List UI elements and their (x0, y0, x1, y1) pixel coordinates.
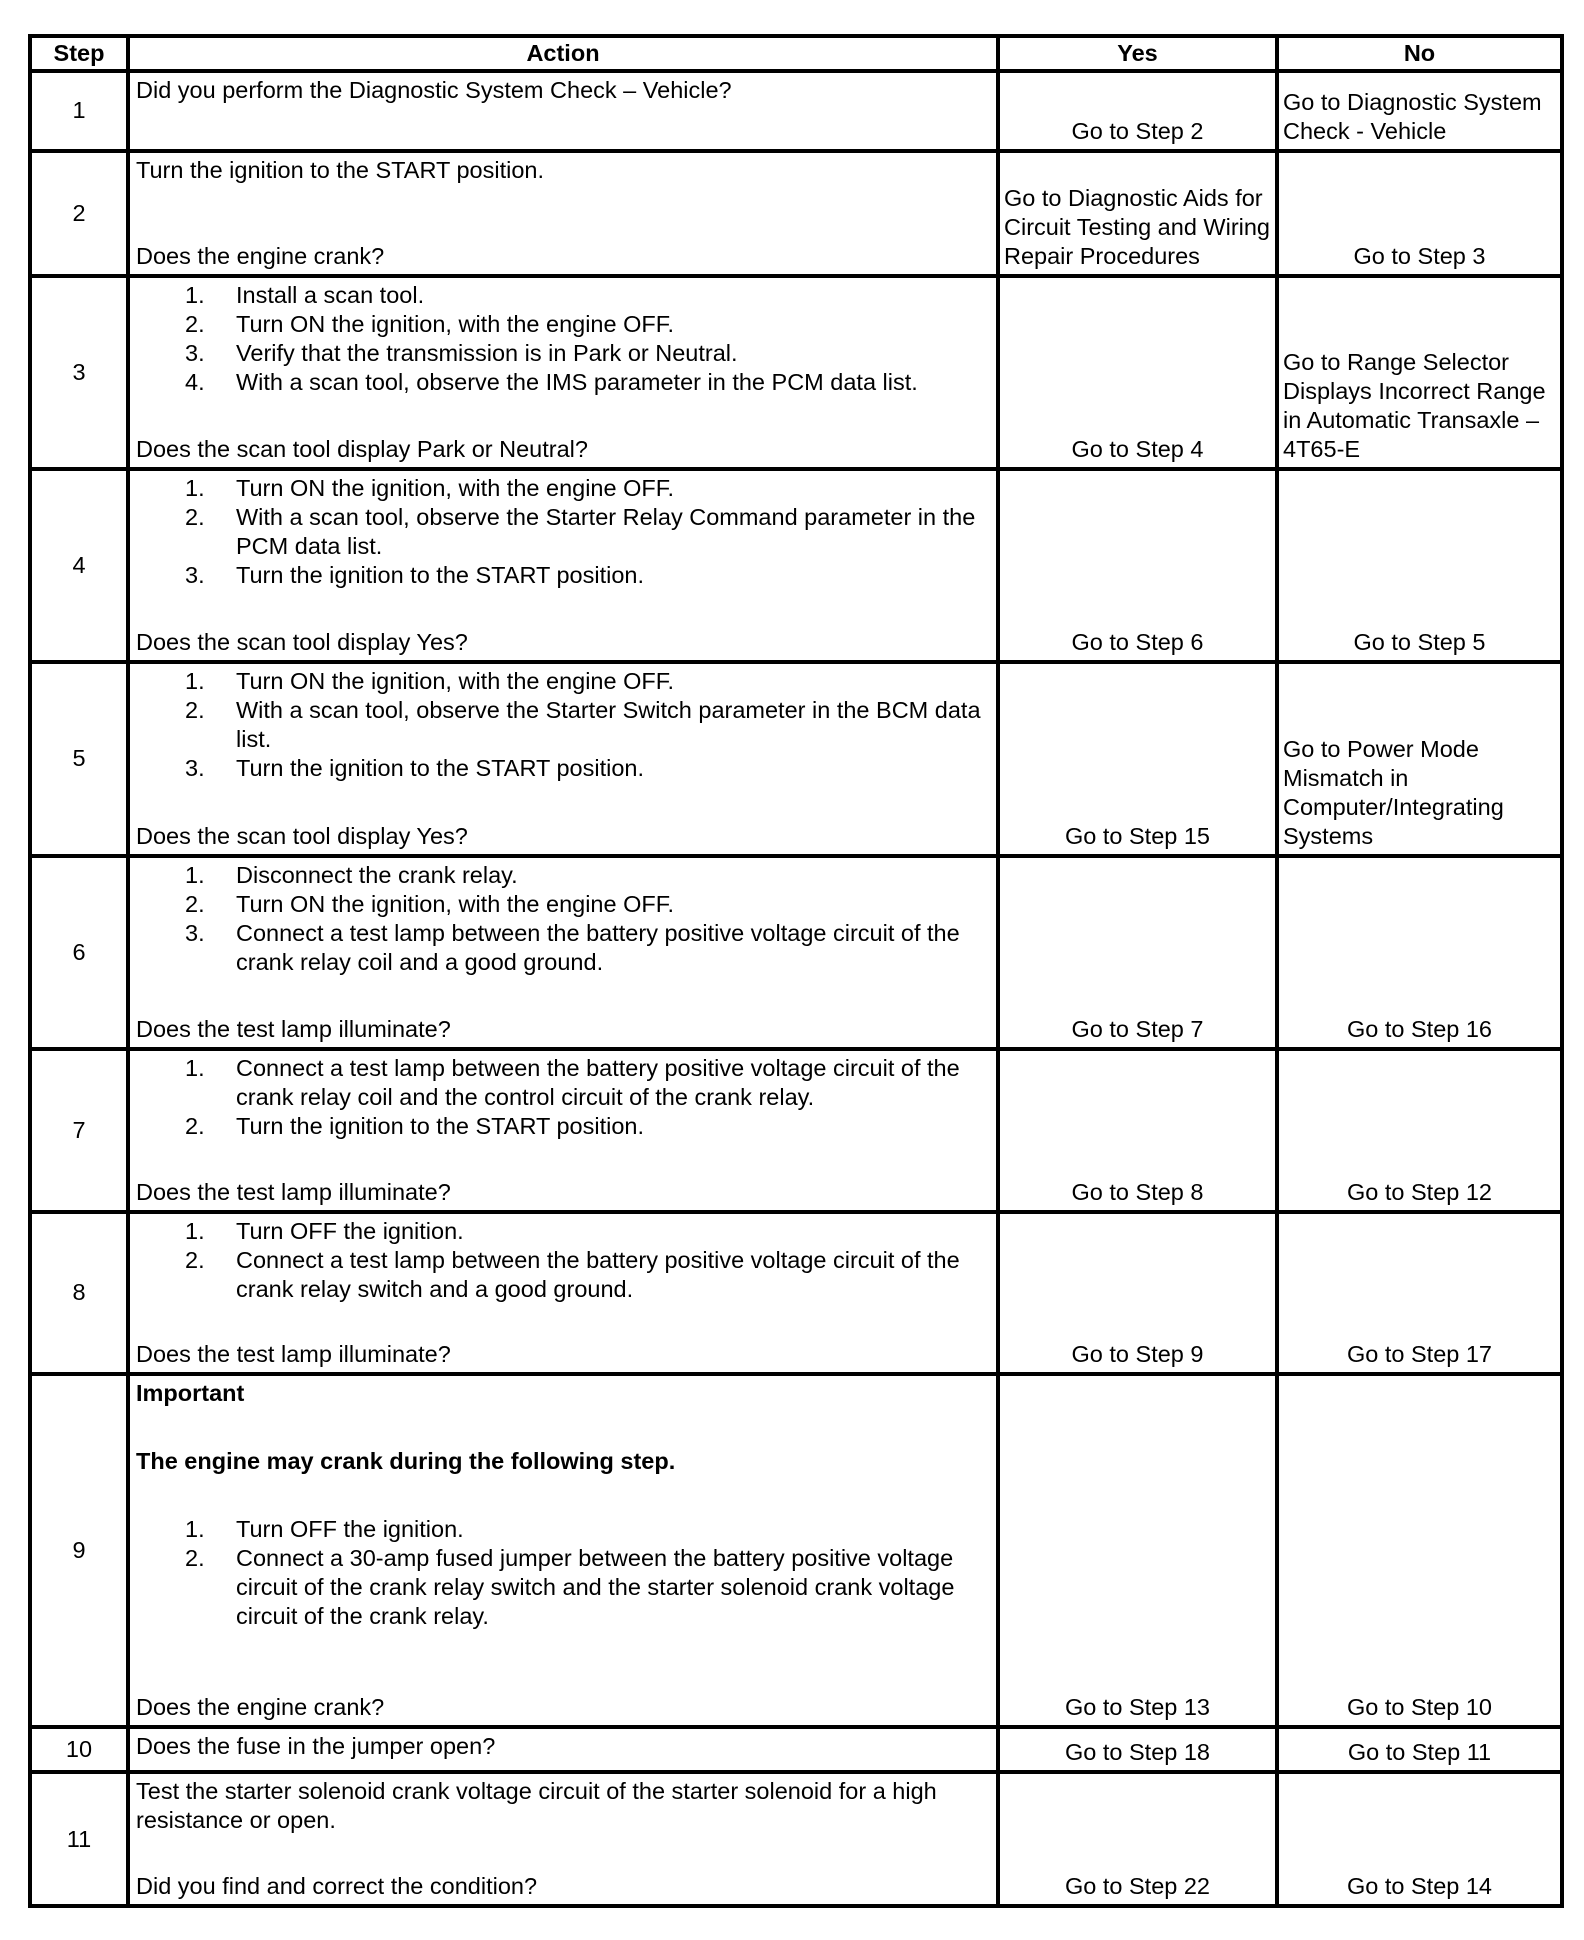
procedure-item-number: 1. (185, 475, 205, 502)
no-result: Go to Step 17 (1277, 1212, 1562, 1375)
table-row (30, 856, 1562, 1049)
procedure-item-number: 4. (185, 368, 205, 395)
procedure-list (136, 1217, 990, 1304)
procedure-item-text: Turn ON the ignition, with the engine OFF. (236, 668, 675, 695)
no-result: Go to Step 12 (1277, 1049, 1562, 1212)
header-step: Step (30, 36, 128, 71)
procedure-item-number: 1. (185, 1054, 205, 1081)
yes-result: Go to Step 18 (998, 1727, 1277, 1773)
table-row (30, 1772, 1562, 1906)
procedure-item (136, 754, 990, 783)
no-result: Go to Power Mode Mismatch in Computer/Integrating Systems (1277, 662, 1562, 855)
action-question: Does the scan tool display Yes? (136, 629, 468, 656)
action-cell (128, 1772, 998, 1906)
procedure-item-number: 2. (185, 310, 205, 337)
action-content (136, 474, 990, 657)
action-intro: Test the starter solenoid crank voltage circuit of the starter solenoid for a high resistance or open. (136, 1778, 937, 1834)
procedure-item-number: 2. (185, 697, 205, 724)
procedure-item-text: Turn ON the ignition, with the engine OFF. (236, 475, 675, 502)
procedure-list (136, 861, 990, 977)
procedure-item-text: Connect a test lamp between the battery positive voltage circuit of the crank relay switch and a good ground. (236, 1246, 960, 1302)
no-result: Go to Step 11 (1277, 1727, 1562, 1773)
procedure-item (136, 1054, 990, 1112)
procedure-item-text: Connect a test lamp between the battery positive voltage circuit of the crank relay coil and the control circuit of the crank relay. (236, 1054, 960, 1110)
header-action: Action (128, 36, 998, 71)
action-content (136, 281, 990, 464)
action-cell (128, 1374, 998, 1726)
procedure-item-text: Turn OFF the ignition. (236, 1217, 464, 1244)
procedure-item (136, 919, 990, 977)
step-number: 8 (30, 1212, 128, 1375)
table-row (30, 151, 1562, 276)
step-number: 11 (30, 1772, 128, 1906)
procedure-item-number: 1. (185, 668, 205, 695)
diagnostic-table (28, 34, 1564, 1908)
procedure-item-number: 1. (185, 861, 205, 888)
action-cell (128, 151, 998, 276)
procedure-item (136, 561, 990, 590)
action-question: Does the engine crank? (136, 1693, 385, 1720)
procedure-item-number: 3. (185, 562, 205, 589)
procedure-item (136, 861, 990, 890)
procedure-item-text: Turn the ignition to the START position. (236, 1112, 644, 1139)
yes-result: Go to Step 4 (998, 276, 1277, 469)
procedure-item-number: 1. (185, 281, 205, 308)
action-content (136, 1054, 990, 1207)
action-question: Does the scan tool display Yes? (136, 822, 468, 849)
procedure-item-number: 2. (185, 1112, 205, 1139)
action-intro: Did you perform the Diagnostic System Check – Vehicle? (136, 77, 732, 103)
action-intro: Turn the ignition to the START position. (136, 156, 544, 183)
procedure-item (136, 310, 990, 339)
yes-result: Go to Step 22 (998, 1772, 1277, 1906)
action-question: Does the scan tool display Park or Neutral? (136, 436, 588, 463)
action-question: Does the test lamp illuminate? (136, 1178, 451, 1205)
step-number: 2 (30, 151, 128, 276)
step-number: 1 (30, 71, 128, 151)
table-row (30, 1374, 1562, 1726)
action-cell (128, 856, 998, 1049)
table-row (30, 1727, 1562, 1773)
procedure-item (136, 890, 990, 919)
procedure-item (136, 696, 990, 754)
action-question: Does the engine crank? (136, 242, 385, 269)
procedure-list (136, 474, 990, 590)
procedure-item-number: 2. (185, 890, 205, 917)
yes-result: Go to Step 2 (998, 71, 1277, 151)
action-content (136, 667, 990, 850)
procedure-item (136, 1246, 990, 1304)
procedure-item (136, 474, 990, 503)
action-question: Does the test lamp illuminate? (136, 1341, 451, 1368)
action-content (136, 861, 990, 1044)
no-result: Go to Step 16 (1277, 856, 1562, 1049)
procedure-item-number: 2. (185, 504, 205, 531)
action-cell (128, 662, 998, 855)
yes-result: Go to Step 7 (998, 856, 1277, 1049)
action-cell (128, 71, 998, 151)
procedure-item (136, 368, 990, 397)
procedure-item (136, 281, 990, 310)
no-result: Go to Range Selector Displays Incorrect Range in Automatic Transaxle – 4T65-E (1277, 276, 1562, 469)
yes-result: Go to Step 8 (998, 1049, 1277, 1212)
no-result: Go to Step 14 (1277, 1772, 1562, 1906)
procedure-item-text: Turn OFF the ignition. (236, 1516, 464, 1543)
procedure-item-text: Turn the ignition to the START position. (236, 755, 644, 782)
table-row (30, 662, 1562, 855)
step-number: 6 (30, 856, 128, 1049)
action-content (136, 76, 990, 146)
no-result: Go to Step 3 (1277, 151, 1562, 276)
action-cell (128, 1727, 998, 1773)
step-number: 4 (30, 469, 128, 662)
procedure-item (136, 503, 990, 561)
procedure-list (136, 281, 990, 397)
table-row (30, 469, 1562, 662)
procedure-item-number: 2. (185, 1545, 205, 1572)
procedure-list (136, 1054, 990, 1141)
step-number: 3 (30, 276, 128, 469)
action-cell (128, 1212, 998, 1375)
yes-result: Go to Step 6 (998, 469, 1277, 662)
procedure-item-number: 2. (185, 1246, 205, 1273)
action-content (136, 156, 990, 271)
procedure-item-text: Connect a 30-amp fused jumper between the battery positive voltage circuit of the crank relay switch and the starter solenoid crank voltage circuit of the crank relay. (236, 1545, 955, 1630)
yes-result: Go to Step 13 (998, 1374, 1277, 1726)
procedure-item (136, 1544, 990, 1631)
action-content (136, 1217, 990, 1370)
procedure-item-number: 3. (185, 755, 205, 782)
procedure-item-number: 3. (185, 919, 205, 946)
action-cell (128, 469, 998, 662)
action-cell (128, 276, 998, 469)
procedure-item-text: With a scan tool, observe the IMS parameter in the PCM data list. (236, 368, 918, 395)
procedure-item-text: Connect a test lamp between the battery positive voltage circuit of the crank relay coil and a good ground. (236, 919, 960, 975)
step-number: 5 (30, 662, 128, 855)
yes-result: Go to Step 9 (998, 1212, 1277, 1375)
action-intro: Does the fuse in the jumper open? (136, 1732, 496, 1759)
action-question: Did you find and correct the condition? (136, 1873, 538, 1899)
procedure-list (136, 1515, 990, 1631)
procedure-item (136, 339, 990, 368)
procedure-item-text: Turn ON the ignition, with the engine OFF. (236, 310, 675, 337)
no-result: Go to Step 5 (1277, 469, 1562, 662)
table-row (30, 276, 1562, 469)
procedure-item (136, 1217, 990, 1246)
step-number: 7 (30, 1049, 128, 1212)
yes-result: Go to Step 15 (998, 662, 1277, 855)
no-result: Go to Diagnostic System Check - Vehicle (1277, 71, 1562, 151)
procedure-item (136, 1112, 990, 1141)
procedure-item-text: Verify that the transmission is in Park or Neutral. (236, 339, 738, 366)
procedure-item-number: 1. (185, 1217, 205, 1244)
step-number: 10 (30, 1727, 128, 1773)
important-heading: Important (136, 1380, 245, 1407)
action-question: Does the test lamp illuminate? (136, 1015, 451, 1042)
procedure-item-number: 3. (185, 339, 205, 366)
table-row (30, 71, 1562, 151)
procedure-item-text: Turn ON the ignition, with the engine OFF. (236, 890, 675, 917)
action-content (136, 1732, 990, 1768)
action-content (136, 1379, 990, 1721)
table-row (30, 1049, 1562, 1212)
step-number: 9 (30, 1374, 128, 1726)
procedure-item (136, 667, 990, 696)
procedure-item-text: With a scan tool, observe the Starter Switch parameter in the BCM data list. (236, 697, 981, 753)
action-cell (128, 1049, 998, 1212)
action-content (136, 1777, 990, 1901)
procedure-item-text: With a scan tool, observe the Starter Relay Command parameter in the PCM data list. (236, 504, 976, 560)
procedure-item-text: Turn the ignition to the START position. (236, 562, 644, 589)
procedure-list (136, 667, 990, 783)
table-body (30, 71, 1562, 1906)
header-yes: Yes (998, 36, 1277, 71)
procedure-item-text: Disconnect the crank relay. (236, 861, 518, 888)
procedure-item-text: Install a scan tool. (236, 281, 425, 308)
no-result: Go to Step 10 (1277, 1374, 1562, 1726)
header-no: No (1277, 36, 1562, 71)
table-row (30, 1212, 1562, 1375)
important-note: The engine may crank during the following step. (136, 1448, 676, 1475)
procedure-item (136, 1515, 990, 1544)
yes-result: Go to Diagnostic Aids for Circuit Testing and Wiring Repair Procedures (998, 151, 1277, 276)
header-row (30, 36, 1562, 71)
procedure-item-number: 1. (185, 1516, 205, 1543)
